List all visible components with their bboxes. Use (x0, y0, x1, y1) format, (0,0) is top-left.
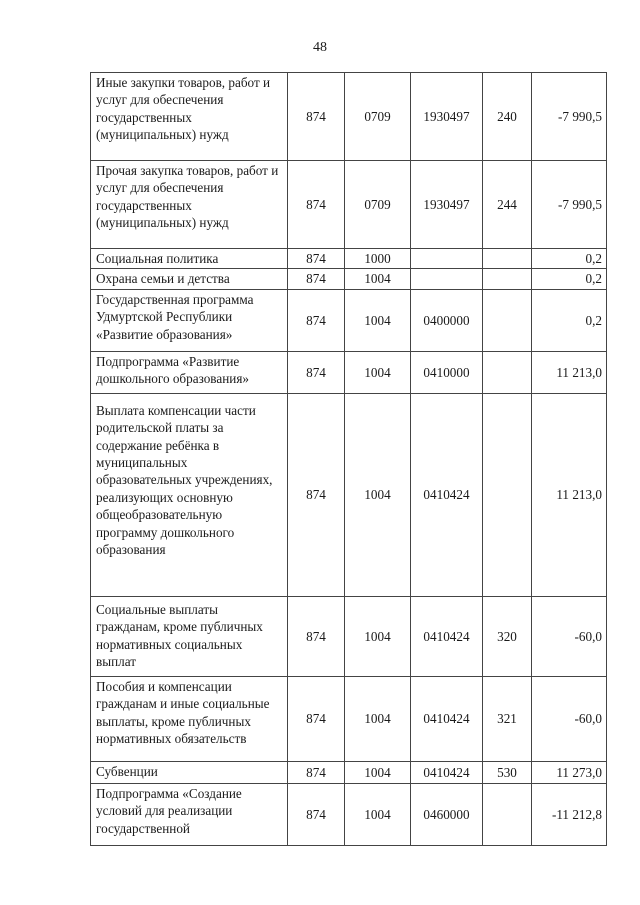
row-name: Социальные выплаты гражданам, кроме публичных нормативных социальных выплат (91, 596, 288, 676)
row-sum: 11 213,0 (532, 351, 607, 393)
row-csr: 0410424 (411, 596, 483, 676)
table-row (91, 269, 607, 289)
row-vr (483, 289, 532, 351)
row-csr: 0410424 (411, 761, 483, 783)
row-grbs: 874 (288, 761, 345, 783)
row-name: Прочая закупка товаров, работ и услуг для обеспечения государственных (муниципальных) нужд (91, 161, 288, 249)
row-vr (483, 393, 532, 596)
row-csr: 0460000 (411, 783, 483, 845)
row-sum: -60,0 (532, 676, 607, 761)
row-vr: 244 (483, 161, 532, 249)
row-name: Пособия и компенсации гражданам и иные социальные выплаты, кроме публичных нормативных обязательств (91, 676, 288, 761)
row-vr: 321 (483, 676, 532, 761)
table-row (91, 73, 607, 161)
row-name: Охрана семьи и детства (91, 269, 288, 289)
row-vr (483, 783, 532, 845)
page-number: 48 (313, 40, 327, 55)
row-grbs: 874 (288, 249, 345, 269)
row-rzpr: 1004 (345, 676, 411, 761)
row-vr (483, 269, 532, 289)
row-sum: 11 213,0 (532, 393, 607, 596)
row-sum: -7 990,5 (532, 73, 607, 161)
row-rzpr: 1004 (345, 269, 411, 289)
row-csr (411, 249, 483, 269)
row-sum: 0,2 (532, 249, 607, 269)
budget-table (90, 72, 607, 846)
row-grbs: 874 (288, 289, 345, 351)
row-csr: 0410424 (411, 676, 483, 761)
row-vr: 240 (483, 73, 532, 161)
row-rzpr: 0709 (345, 161, 411, 249)
row-name: Иные закупки товаров, работ и услуг для обеспечения государственных (муниципальных) нужд (91, 73, 288, 161)
row-grbs: 874 (288, 676, 345, 761)
row-sum: -11 212,8 (532, 783, 607, 845)
row-name: Подпрограмма «Создание условий для реализации государственной (91, 783, 288, 845)
row-vr (483, 249, 532, 269)
row-rzpr: 1000 (345, 249, 411, 269)
table-row (91, 351, 607, 393)
row-grbs: 874 (288, 161, 345, 249)
row-grbs: 874 (288, 351, 345, 393)
row-sum: -7 990,5 (532, 161, 607, 249)
row-grbs: 874 (288, 783, 345, 845)
row-rzpr: 0709 (345, 73, 411, 161)
row-grbs: 874 (288, 596, 345, 676)
row-grbs: 874 (288, 393, 345, 596)
row-name: Подпрограмма «Развитие дошкольного образования» (91, 351, 288, 393)
row-rzpr: 1004 (345, 393, 411, 596)
row-rzpr: 1004 (345, 351, 411, 393)
row-csr: 0410000 (411, 351, 483, 393)
row-grbs: 874 (288, 73, 345, 161)
row-csr (411, 269, 483, 289)
row-csr: 1930497 (411, 73, 483, 161)
row-csr: 0410424 (411, 393, 483, 596)
row-csr: 0400000 (411, 289, 483, 351)
table-row (91, 161, 607, 249)
row-grbs: 874 (288, 269, 345, 289)
table-row (91, 783, 607, 845)
table-row (91, 249, 607, 269)
row-vr: 320 (483, 596, 532, 676)
row-sum: 0,2 (532, 289, 607, 351)
row-sum: -60,0 (532, 596, 607, 676)
table-row (91, 596, 607, 676)
row-name: Государственная программа Удмуртской Республики «Развитие образования» (91, 289, 288, 351)
row-rzpr: 1004 (345, 761, 411, 783)
table-row (91, 676, 607, 761)
table-row (91, 393, 607, 596)
row-name: Социальная политика (91, 249, 288, 269)
row-sum: 0,2 (532, 269, 607, 289)
row-name: Субвенции (91, 761, 288, 783)
row-name: Выплата компенсации части родительской платы за содержание ребёнка в муниципальных образовательных учреждениях, реализующих основную общеобразовательную программу дошкольного образования (91, 393, 288, 596)
row-csr: 1930497 (411, 161, 483, 249)
row-sum: 11 273,0 (532, 761, 607, 783)
row-rzpr: 1004 (345, 289, 411, 351)
row-rzpr: 1004 (345, 783, 411, 845)
row-rzpr: 1004 (345, 596, 411, 676)
table-row (91, 289, 607, 351)
table-row (91, 761, 607, 783)
row-vr (483, 351, 532, 393)
row-vr: 530 (483, 761, 532, 783)
